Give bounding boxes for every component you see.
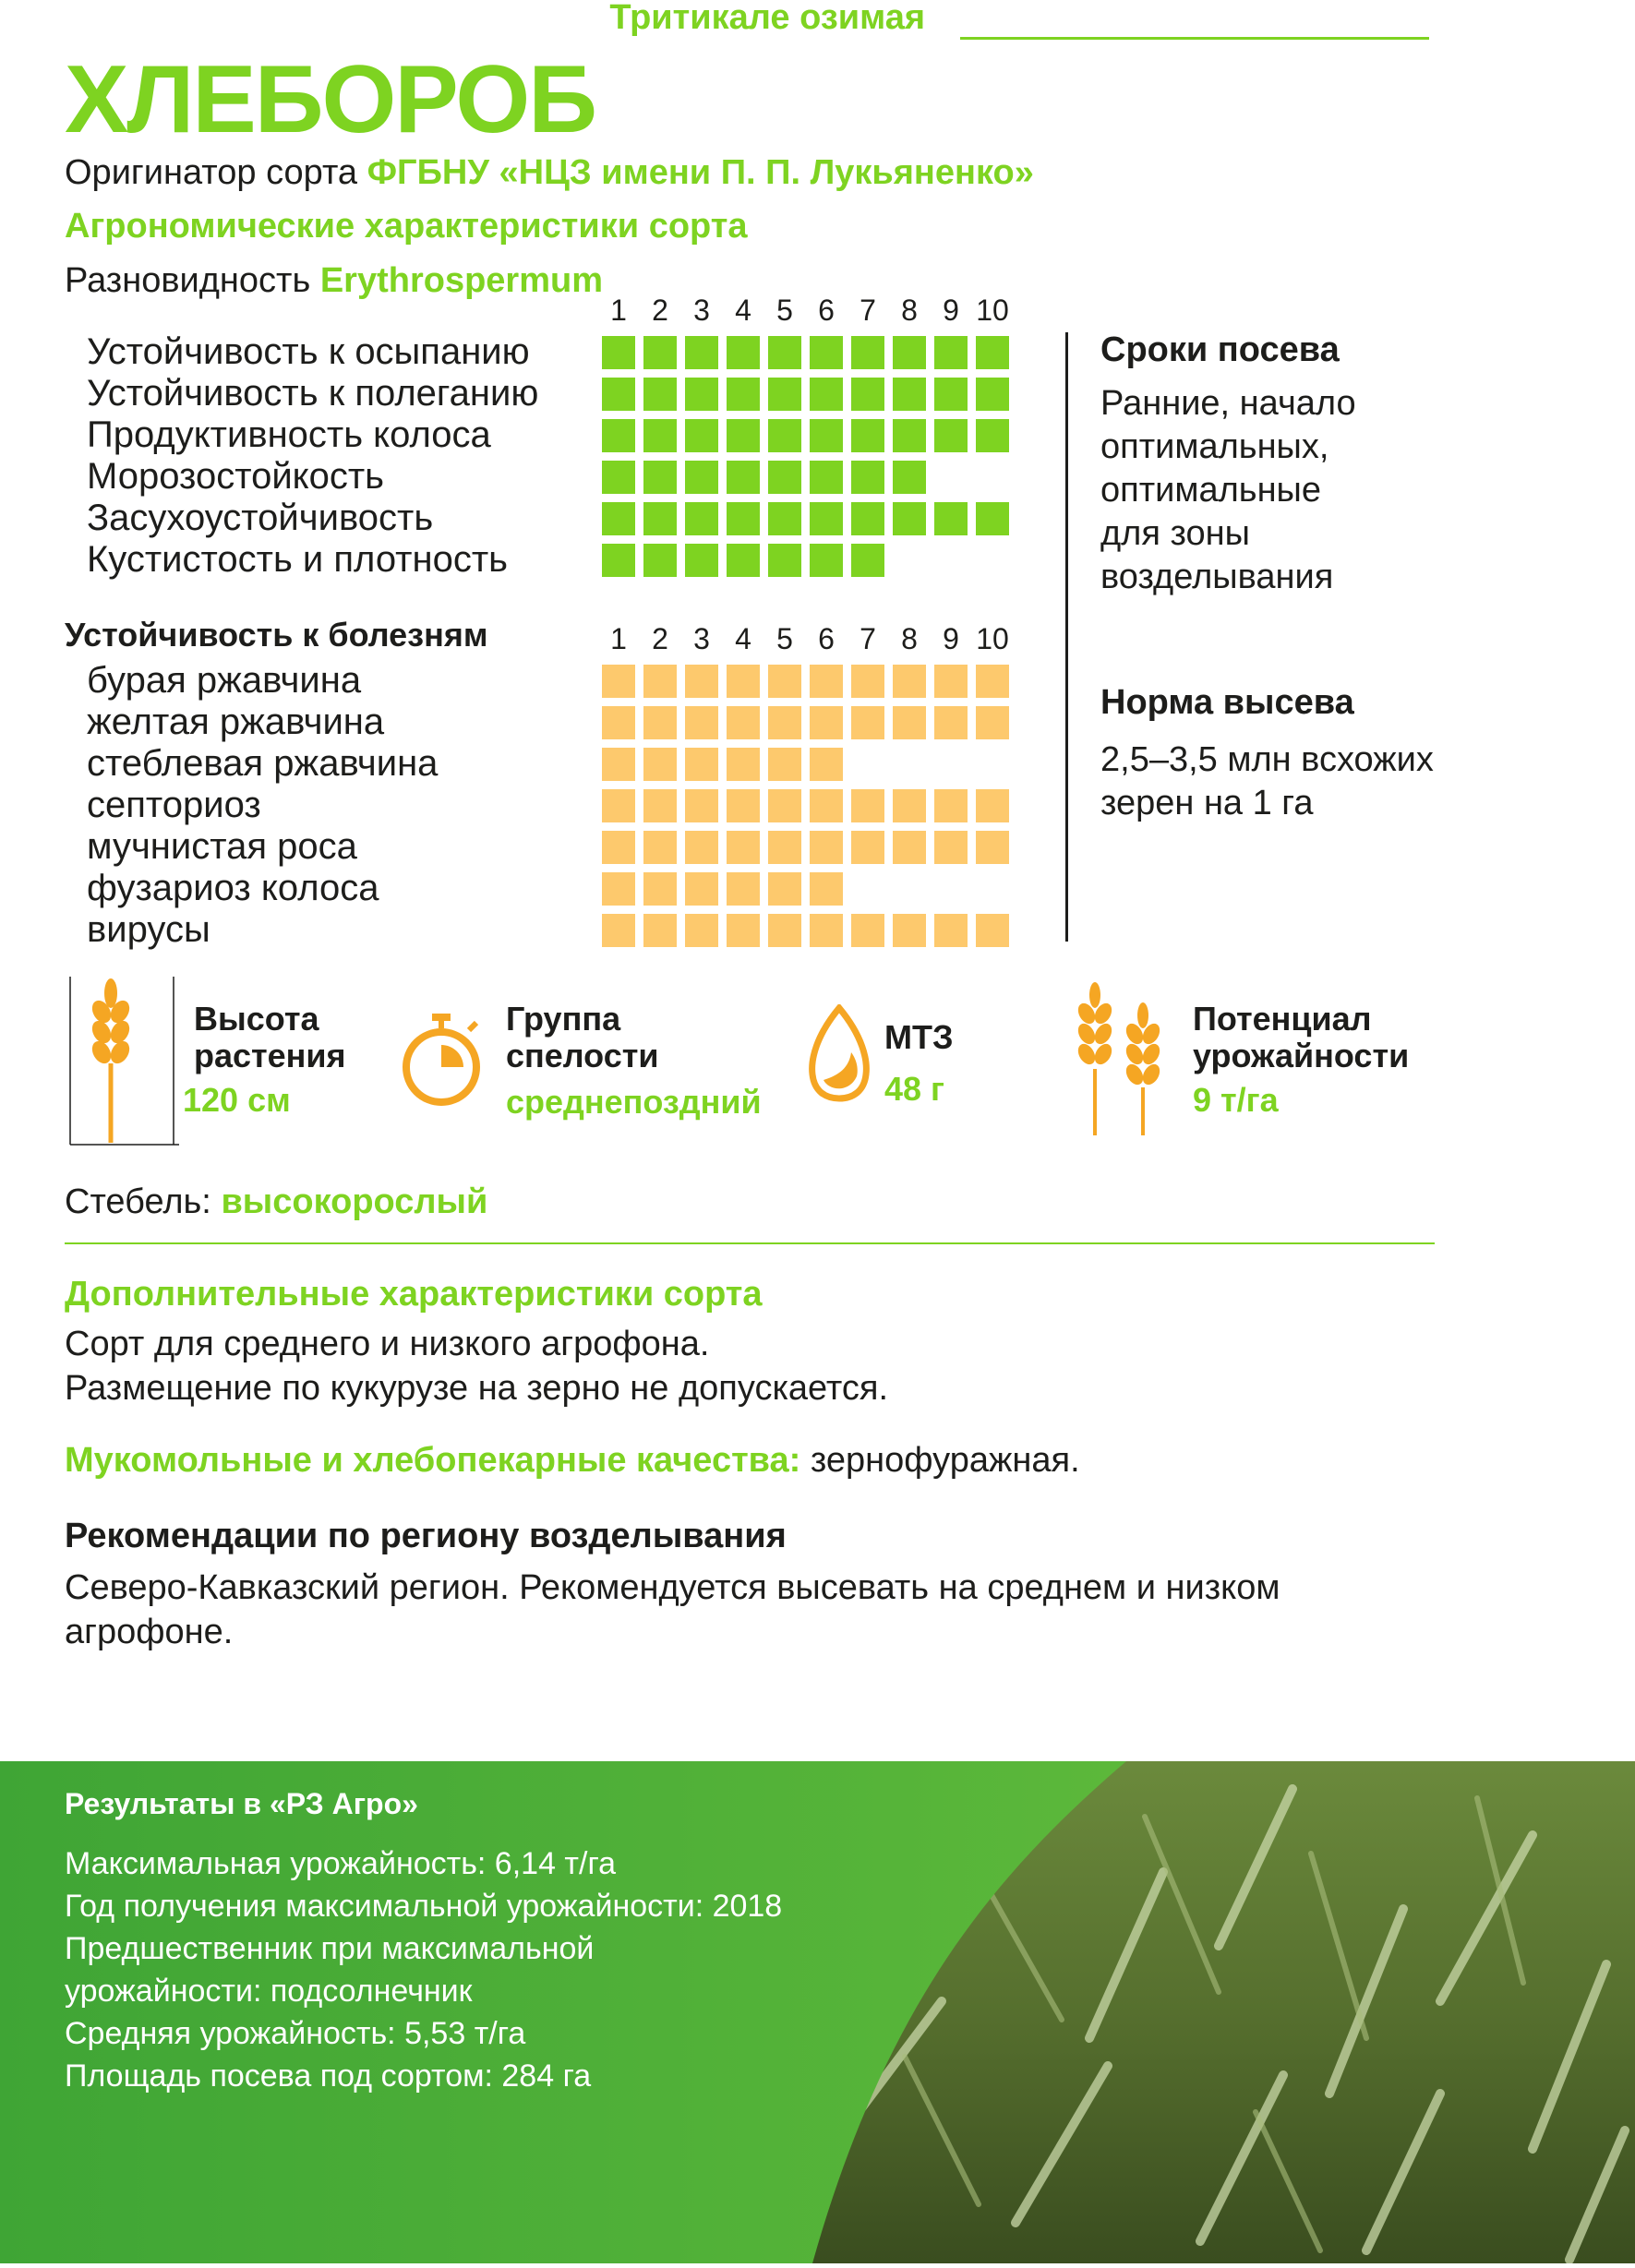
extra-line-1: Сорт для среднего и низкого агрофона. (65, 1325, 710, 1363)
disease-row-label: септориоз (87, 785, 261, 825)
results-item: Год получения максимальной урожайности: 2018 (65, 1889, 783, 1924)
disease-score-cell (934, 831, 968, 864)
agro-score-cell (851, 502, 884, 535)
sowing-terms-text: Ранние, начало оптимальных, оптимальные для зоны возделывания (1100, 384, 1356, 596)
agro-scale-number: 8 (901, 294, 918, 327)
disease-score-cell (810, 872, 843, 906)
extra-heading: Дополнительные характеристики сорта (65, 1275, 763, 1314)
milling-value: зернофуражная. (810, 1441, 1080, 1480)
agro-score-cell (768, 544, 801, 577)
milling-line (65, 1438, 1080, 1482)
agro-score-cell (976, 336, 1009, 369)
disease-score-cell (851, 706, 884, 739)
agro-score-cell (810, 544, 843, 577)
disease-score-cell (810, 789, 843, 822)
agro-score-cell (851, 378, 884, 411)
disease-score-cell (768, 872, 801, 906)
disease-score-cell (643, 789, 677, 822)
variety-line (65, 258, 603, 303)
milling-label: Мукомольные и хлебопекарные качества: (65, 1441, 801, 1480)
disease-score-cell (685, 706, 718, 739)
agro-score-cell (768, 336, 801, 369)
agro-score-cell (602, 419, 635, 452)
agro-row-label: Устойчивость к осыпанию (87, 331, 530, 372)
disease-score-cell (768, 789, 801, 822)
disease-score-cell (727, 706, 760, 739)
disease-row-label: мучнистая роса (87, 826, 357, 867)
results-item: Максимальная урожайность: 6,14 т/га (65, 1846, 617, 1881)
disease-score-cell (893, 789, 926, 822)
disease-score-cell (727, 748, 760, 781)
disease-score-cell (685, 665, 718, 698)
agro-score-cell (851, 461, 884, 494)
agro-score-cell (810, 378, 843, 411)
agro-score-cell (727, 502, 760, 535)
agro-score-cell (810, 336, 843, 369)
results-item: Средняя урожайность: 5,53 т/га (65, 2016, 526, 2051)
region-line-1: Северо-Кавказский регион. Рекомендуется высевать на среднем и низком (65, 1568, 1280, 1607)
agro-score-cell (643, 502, 677, 535)
disease-scale-number: 8 (901, 622, 918, 655)
section-divider (65, 1242, 1435, 1244)
disease-score-cell (602, 665, 635, 698)
disease-score-cell (602, 789, 635, 822)
agro-row-label: Морозостойкость (87, 456, 385, 497)
disease-score-cell (810, 831, 843, 864)
disease-score-cell (602, 831, 635, 864)
disease-score-cell (643, 831, 677, 864)
disease-score-cell (727, 789, 760, 822)
disease-score-cell (851, 914, 884, 947)
stem-label: Стебель: (65, 1182, 211, 1221)
disease-score-cell (768, 914, 801, 947)
agro-score-cell (934, 378, 968, 411)
disease-row-label: бурая ржавчина (87, 660, 362, 701)
agro-score-cell (934, 419, 968, 452)
agro-score-cell (851, 336, 884, 369)
agro-scale-number: 3 (693, 294, 710, 327)
disease-score-cell (934, 706, 968, 739)
agro-score-cell (851, 544, 884, 577)
agro-scale-number: 5 (776, 294, 793, 327)
results-heading: Результаты в «РЗ Агро» (65, 1787, 418, 1820)
disease-score-cell (685, 831, 718, 864)
agro-score-cell (602, 544, 635, 577)
agro-row-label: Продуктивность колоса (87, 414, 491, 455)
originator-value: ФГБНУ «НЦЗ имени П. П. Лукьяненко» (367, 153, 1034, 192)
disease-score-cell (851, 665, 884, 698)
disease-score-cell (768, 831, 801, 864)
originator-line (65, 150, 1034, 195)
disease-score-cell (727, 831, 760, 864)
results-item: урожайности: подсолнечник (65, 1974, 473, 2009)
agro-score-cell (727, 544, 760, 577)
variety-label: Разновидность (65, 261, 311, 300)
agro-score-cell (602, 502, 635, 535)
results-item: Предшественник при максимальной (65, 1931, 595, 1966)
extra-line-2: Размещение по кукурузе на зерно не допускается. (65, 1369, 889, 1408)
disease-score-cell (976, 665, 1009, 698)
yield-potential-value: 9 т/га (1193, 1081, 1279, 1119)
agro-score-cell (893, 378, 926, 411)
disease-score-cell (810, 706, 843, 739)
agro-score-cell (643, 419, 677, 452)
disease-score-cell (893, 831, 926, 864)
disease-score-cell (685, 872, 718, 906)
disease-score-cell (643, 665, 677, 698)
disease-scale-number: 2 (652, 622, 668, 655)
agro-score-cell (685, 461, 718, 494)
agro-score-cell (685, 419, 718, 452)
disease-score-cell (893, 665, 926, 698)
agro-score-cell (768, 419, 801, 452)
disease-score-cell (643, 914, 677, 947)
region-heading: Рекомендации по региону возделывания (65, 1517, 787, 1555)
variety-title: ХЛЕБОРОБ (65, 46, 595, 153)
agro-score-cell (934, 502, 968, 535)
variety-value: Erythrospermum (319, 261, 604, 300)
agro-score-cell (602, 378, 635, 411)
agro-score-cell (851, 419, 884, 452)
category-divider (960, 37, 1429, 40)
disease-scale-number: 10 (976, 622, 1009, 655)
disease-heading: Устойчивость к болезням (65, 616, 488, 654)
disease-row-label: желтая ржавчина (87, 702, 385, 742)
disease-score-cell (602, 748, 635, 781)
agro-row-label: Засухоустойчивость (87, 498, 434, 538)
seeding-rate-heading: Норма высева (1100, 683, 1354, 722)
disease-score-cell (685, 789, 718, 822)
agro-score-cell (727, 419, 760, 452)
disease-scale-number: 3 (693, 622, 710, 655)
results-block (65, 1785, 782, 2097)
disease-score-cell (643, 748, 677, 781)
region-line-2: агрофоне. (65, 1613, 234, 1651)
agro-score-cell (976, 419, 1009, 452)
agro-row-label: Кустистость и плотность (87, 539, 508, 580)
crop-category: Тритикале озимая (609, 0, 925, 37)
agro-score-cell (976, 378, 1009, 411)
disease-score-cell (893, 914, 926, 947)
disease-score-cell (727, 665, 760, 698)
disease-row-label: вирусы (87, 909, 210, 950)
disease-score-cell (893, 706, 926, 739)
agro-score-cell (685, 378, 718, 411)
disease-score-cell (810, 748, 843, 781)
disease-score-cell (685, 748, 718, 781)
disease-score-cell (976, 706, 1009, 739)
plant-height-label: Высота растения (194, 1000, 346, 1074)
originator-label: Оригинатор сорта (65, 153, 358, 192)
disease-score-cell (602, 872, 635, 906)
ripeness-label: Группа спелости (506, 1000, 659, 1074)
stem-value: высокорослый (221, 1182, 488, 1221)
agro-score-cell (768, 378, 801, 411)
agro-row-label: Устойчивость к полеганию (87, 373, 539, 414)
agro-scale-number: 10 (976, 294, 1009, 327)
agro-score-cell (685, 502, 718, 535)
agro-score-cell (602, 336, 635, 369)
disease-scale-number: 6 (818, 622, 835, 655)
disease-score-cell (810, 914, 843, 947)
agro-score-cell (810, 419, 843, 452)
agro-score-cell (685, 336, 718, 369)
agro-scale-number: 6 (818, 294, 835, 327)
agro-score-cell (643, 336, 677, 369)
disease-score-cell (851, 789, 884, 822)
stopwatch-icon (399, 1012, 484, 1108)
two-wheat-icon (1067, 980, 1167, 1137)
agro-score-cell (643, 461, 677, 494)
agro-score-cell (893, 336, 926, 369)
agro-score-cell (893, 461, 926, 494)
disease-scale-number: 7 (860, 622, 876, 655)
disease-score-cell (976, 831, 1009, 864)
agro-score-cell (893, 502, 926, 535)
disease-score-cell (976, 914, 1009, 947)
agro-scale-number: 7 (860, 294, 876, 327)
disease-score-cell (851, 831, 884, 864)
agro-scale-number: 4 (735, 294, 751, 327)
ripeness-value: среднепоздний (506, 1083, 762, 1121)
results-item: Площадь посева под сортом: 284 га (65, 2058, 592, 2094)
agro-score-cell (643, 544, 677, 577)
disease-score-cell (976, 789, 1009, 822)
disease-row-label: стеблевая ржавчина (87, 743, 439, 784)
column-divider (1065, 332, 1068, 942)
disease-scale-number: 9 (943, 622, 959, 655)
disease-scale-number: 5 (776, 622, 793, 655)
disease-score-cell (602, 914, 635, 947)
disease-score-cell (768, 706, 801, 739)
agro-score-cell (768, 502, 801, 535)
agro-score-cell (976, 502, 1009, 535)
wheat-height-icon (66, 971, 186, 1148)
disease-score-cell (768, 748, 801, 781)
disease-score-cell (934, 914, 968, 947)
agro-score-cell (602, 461, 635, 494)
disease-score-cell (768, 665, 801, 698)
agro-score-cell (727, 461, 760, 494)
disease-score-cell (727, 914, 760, 947)
agro-score-cell (934, 336, 968, 369)
agro-score-cell (643, 378, 677, 411)
disease-score-cell (685, 914, 718, 947)
disease-score-cell (643, 706, 677, 739)
disease-score-cell (643, 872, 677, 906)
sowing-terms-heading: Сроки посева (1100, 330, 1340, 369)
plant-height-value: 120 см (183, 1081, 291, 1119)
disease-scale-number: 4 (735, 622, 751, 655)
agro-score-cell (810, 461, 843, 494)
seeding-rate-text: 2,5–3,5 млн всхожих зерен на 1 га (1100, 740, 1434, 822)
yield-potential-label: Потенциал урожайности (1193, 1000, 1410, 1074)
agro-score-cell (893, 419, 926, 452)
grain-icon (807, 1004, 872, 1102)
disease-row-label: фузариоз колоса (87, 868, 379, 908)
agro-score-cell (685, 544, 718, 577)
disease-score-cell (934, 789, 968, 822)
disease-score-cell (602, 706, 635, 739)
disease-score-cell (810, 665, 843, 698)
disease-score-cell (934, 665, 968, 698)
agro-heading: Агрономические характеристики сорта (65, 207, 748, 246)
disease-score-cell (727, 872, 760, 906)
agro-score-cell (727, 378, 760, 411)
agro-score-cell (727, 336, 760, 369)
agro-scale-number: 9 (943, 294, 959, 327)
stem-line (65, 1180, 487, 1224)
disease-scale-number: 1 (610, 622, 627, 655)
mtz-value: 48 г (884, 1070, 945, 1108)
agro-score-cell (768, 461, 801, 494)
agro-score-cell (810, 502, 843, 535)
mtz-label: МТЗ (884, 1018, 954, 1056)
agro-scale-number: 1 (610, 294, 627, 327)
agro-scale-number: 2 (652, 294, 668, 327)
